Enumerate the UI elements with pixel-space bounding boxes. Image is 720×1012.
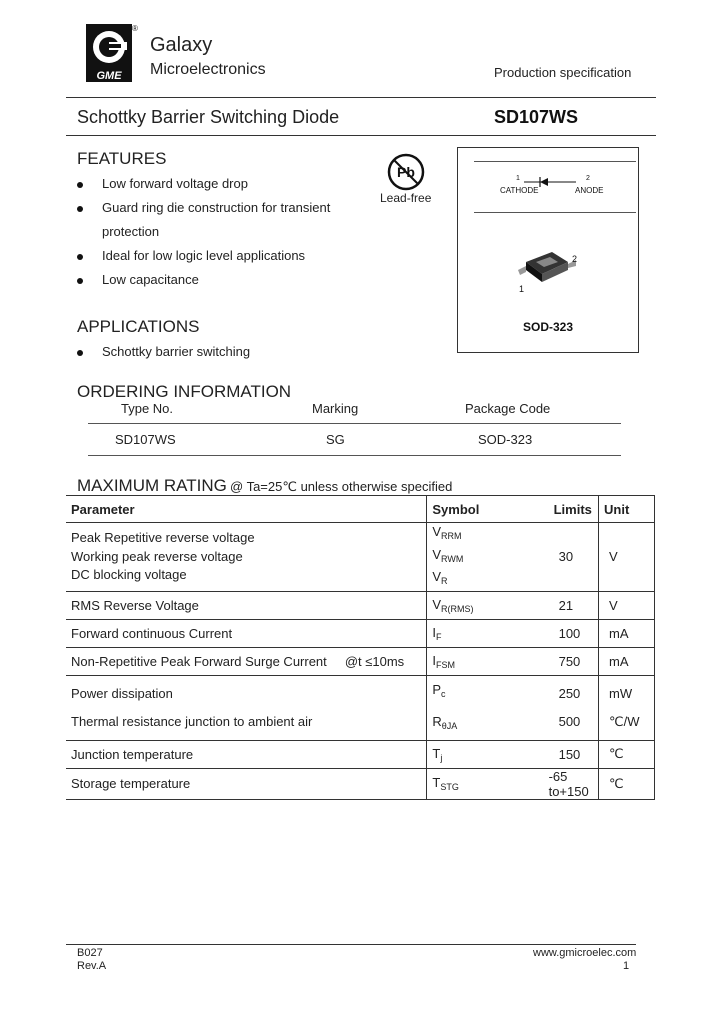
package-mark-1: 1 [519, 284, 525, 294]
features-heading: FEATURES [77, 149, 167, 168]
unit-cell: V [599, 523, 655, 592]
title-divider [66, 135, 656, 136]
gme-logo-icon [84, 22, 138, 84]
applications-heading: APPLICATIONS [77, 317, 200, 336]
ordering-col-type: Type No. [121, 401, 174, 416]
lead-free-label: Lead-free [380, 191, 432, 205]
anode-label: ANODE [575, 186, 604, 195]
param-cell: Storage temperature [66, 768, 427, 799]
footer-divider [66, 944, 636, 945]
unit-cell: ℃ [599, 768, 655, 799]
symbol-cell: $P_c$ $R_{\theta JA}$ [427, 675, 523, 740]
table-row [66, 619, 655, 647]
bullet-icon [77, 254, 83, 260]
feature-item: Low capacitance [77, 272, 83, 287]
ordering-col-marking: Marking [312, 401, 359, 416]
table-row [66, 740, 655, 768]
pin1-number: 1 [516, 175, 520, 182]
application-item: Schottky barrier switching [77, 344, 83, 359]
bullet-icon [77, 278, 83, 284]
limits-cell: 21 [523, 591, 599, 619]
pin2-number: 2 [586, 175, 590, 182]
feature-item: Low forward voltage drop [77, 176, 83, 191]
header-divider [66, 97, 656, 98]
symbol-cell: $V_{R(RMS)}$ [427, 591, 523, 619]
feature-item: Ideal for low logic level applications [77, 248, 83, 263]
ordering-heading: ORDERING INFORMATION [77, 382, 292, 401]
cathode-label: CATHODE [500, 186, 539, 195]
diagram-divider [474, 212, 636, 213]
website-link[interactable]: www.gmicroelec.com [533, 947, 637, 959]
limits-cell: 250 500 [523, 675, 599, 740]
symbol-cell: $T_j$ [427, 740, 523, 768]
registered-mark: ® [132, 24, 138, 33]
bullet-icon [77, 206, 83, 212]
lead-symbol: Pb [397, 164, 415, 180]
package-diagram-box [457, 147, 639, 353]
limits-cell: -65 to+150 [523, 768, 599, 799]
table-header-row [66, 496, 655, 523]
limits-cell: 150 [523, 740, 599, 768]
col-unit: Unit [599, 496, 655, 523]
feature-item: Guard ring die construction for transient [77, 200, 83, 215]
unit-cell: V [599, 591, 655, 619]
limits-cell: 30 [523, 523, 599, 592]
col-limits: Limits [523, 496, 599, 523]
col-symbol: Symbol [427, 496, 523, 523]
page-number: 1 [623, 960, 630, 972]
company-name-line1: Galaxy [150, 34, 213, 56]
param-cell: Non-Repetitive Peak Forward Surge Current @t ≤10ms [66, 647, 427, 675]
param-cell: RMS Reverse Voltage [66, 591, 427, 619]
param-cell: Power dissipation Thermal resistance junction to ambient air [66, 675, 427, 740]
ordering-col-package: Package Code [465, 401, 551, 416]
limits-cell: 750 [523, 647, 599, 675]
feature-item-continuation: protection [102, 224, 160, 239]
param-cell: Peak Repetitive reverse voltage Working peak reverse voltage DC blocking voltage [66, 523, 427, 592]
company-name-line2: Microelectronics [150, 61, 266, 78]
company-logo [84, 22, 138, 84]
sod323-package-icon [516, 248, 578, 290]
no-lead-icon [386, 152, 426, 192]
unit-cell: mA [599, 647, 655, 675]
spec-type: Production specification [494, 65, 632, 80]
col-parameter: Parameter [66, 496, 427, 523]
part-number: SD107WS [494, 107, 579, 127]
table-row [66, 591, 655, 619]
param-cell: Forward continuous Current [66, 619, 427, 647]
table-row [66, 768, 655, 799]
revision: Rev.A [77, 960, 107, 972]
doc-code: B027 [77, 947, 103, 959]
lead-free-badge [386, 152, 426, 192]
max-rating-condition: @ Ta=25℃ unless otherwise specified [230, 479, 453, 494]
unit-cell: ℃ [599, 740, 655, 768]
ordering-package-value: SOD-323 [478, 432, 533, 447]
symbol-cell: $V_{RRM}$ $V_{RWM}$ $V_R$ [427, 523, 523, 592]
document-title: Schottky Barrier Switching Diode [77, 107, 340, 127]
unit-cell: mA [599, 619, 655, 647]
table-row [66, 647, 655, 675]
table-row [66, 675, 655, 740]
param-cell: Junction temperature [66, 740, 427, 768]
ordering-divider [88, 455, 621, 456]
package-name: SOD-323 [522, 320, 574, 334]
symbol-cell: $I_{FSM}$ [427, 647, 523, 675]
package-mark-2: 2 [572, 254, 578, 264]
max-rating-heading: MAXIMUM RATING [77, 476, 227, 495]
symbol-cell: $I_F$ [427, 619, 523, 647]
bullet-icon [77, 182, 83, 188]
table-row [66, 523, 655, 592]
ordering-marking-value: SG [326, 432, 345, 447]
ordering-divider [88, 423, 621, 424]
ordering-type-value: SD107WS [115, 432, 176, 447]
symbol-cell: $T_{STG}$ [427, 768, 523, 799]
diagram-divider [474, 161, 636, 162]
logo-text: GME [96, 70, 122, 82]
limits-cell: 100 [523, 619, 599, 647]
max-rating-table [66, 495, 655, 800]
bullet-icon [77, 350, 83, 356]
unit-cell: mW ℃/W [599, 675, 655, 740]
